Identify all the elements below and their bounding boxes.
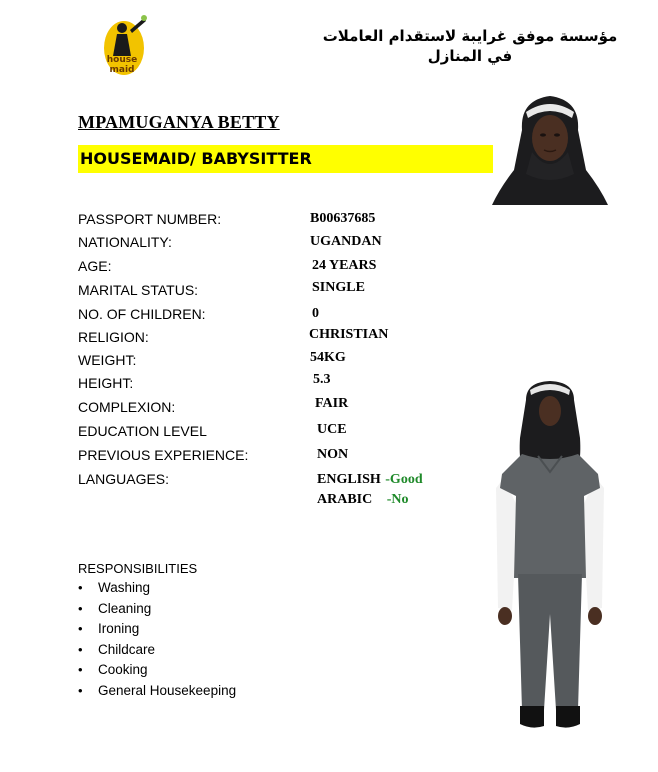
svg-text:maid: maid xyxy=(109,65,135,75)
list-item: • Cleaning xyxy=(78,601,236,622)
education-value: UCE xyxy=(317,422,347,437)
language-arabic xyxy=(317,490,408,508)
age-value: 24 YEARS xyxy=(312,258,377,273)
language-name: ARABIC xyxy=(317,492,373,507)
responsibilities-list xyxy=(78,580,236,703)
portrait-photo xyxy=(490,90,610,205)
list-item: • General Housekeeping xyxy=(78,683,236,704)
nationality-label: NATIONALITY: xyxy=(78,234,172,250)
svg-text:house: house xyxy=(106,55,138,65)
language-level: -No xyxy=(386,492,409,507)
experience-value: NON xyxy=(317,447,349,462)
list-item: • Childcare xyxy=(78,642,236,663)
language-level: -Good xyxy=(385,472,423,487)
religion-value: CHRISTIAN xyxy=(309,327,389,342)
language-english xyxy=(317,470,423,488)
list-item: • Ironing xyxy=(78,621,236,642)
agency-name: مؤسسة موفق غرايبة لاستقدام العاملات في المنازل xyxy=(322,27,618,65)
complexion-label: COMPLEXION: xyxy=(78,399,176,415)
education-label: EDUCATION LEVEL xyxy=(78,423,207,439)
nationality-value: UGANDAN xyxy=(310,234,382,249)
passport-label: PASSPORT NUMBER: xyxy=(78,211,222,227)
children-label: NO. OF CHILDREN: xyxy=(78,306,206,322)
religion-label: RELIGION: xyxy=(78,329,149,345)
height-label: HEIGHT: xyxy=(78,375,134,391)
languages-label: LANGUAGES: xyxy=(78,471,170,487)
weight-value: 54KG xyxy=(310,350,346,365)
marital-status-value: SINGLE xyxy=(312,280,365,295)
list-item: • Cooking xyxy=(78,662,236,683)
passport-value: B00637685 xyxy=(310,211,376,226)
marital-status-label: MARITAL STATUS: xyxy=(78,282,199,298)
full-body-photo xyxy=(492,378,608,733)
height-value: 5.3 xyxy=(313,372,331,387)
list-item: • Washing xyxy=(78,580,236,601)
company-logo xyxy=(100,12,152,78)
weight-label: WEIGHT: xyxy=(78,352,137,368)
candidate-role: HOUSEMAID/ BABYSITTER xyxy=(80,149,312,168)
language-name: ENGLISH xyxy=(317,472,381,487)
candidate-name: MPAMUGANYA BETTY xyxy=(78,112,280,132)
responsibilities-title: RESPONSIBILITIES xyxy=(78,561,198,576)
experience-label: PREVIOUS EXPERIENCE: xyxy=(78,447,249,463)
complexion-value: FAIR xyxy=(315,396,349,411)
age-label: AGE: xyxy=(78,258,112,274)
children-value: 0 xyxy=(312,306,319,321)
